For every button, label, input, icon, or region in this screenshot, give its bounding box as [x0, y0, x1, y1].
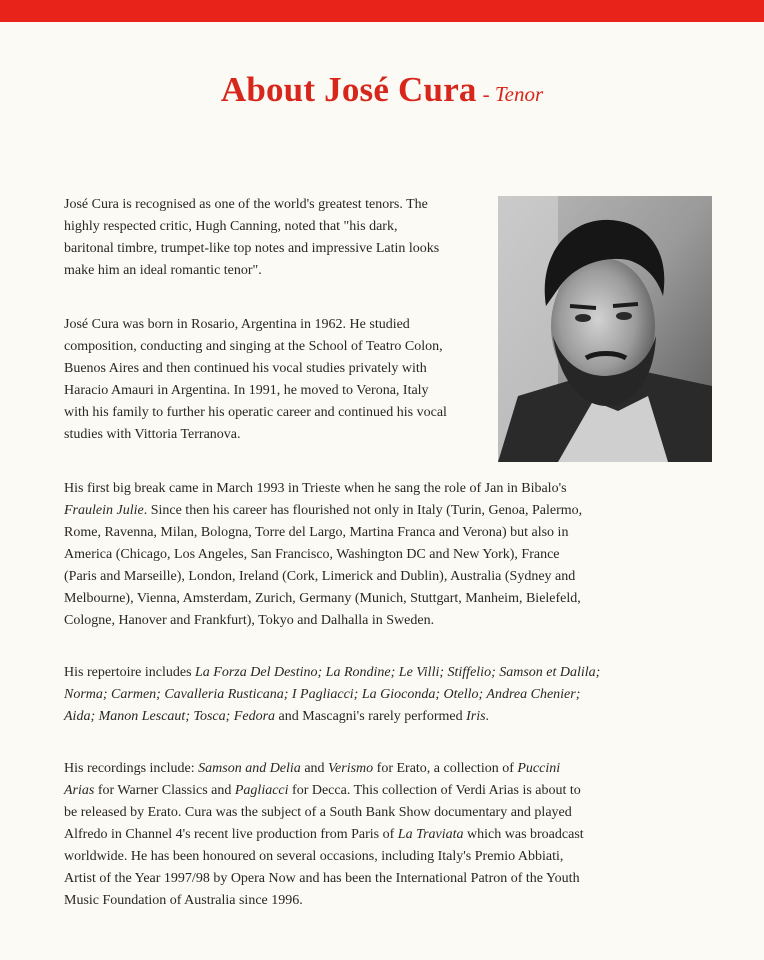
text-line: [64, 684, 644, 706]
text-run: worldwide. He has been honoured on several occasions, including Italy's Premio Abbiati,: [64, 849, 564, 864]
text-line: [64, 824, 644, 846]
text-run: His recordings include:: [64, 761, 199, 776]
italic-title: Norma; Carmen; Cavalleria Rusticana; I Pagliacci; La Gioconda; Otello; Andrea Chenier;: [64, 687, 581, 702]
text-run: .: [485, 709, 490, 724]
text-run: Haracio Amauri in Argentina. In 1991, he moved to Verona, Italy: [64, 383, 429, 398]
text-run: His repertoire includes: [64, 665, 196, 680]
text-run: Melbourne), Vienna, Amsterdam, Zurich, Germany (Munich, Stuttgart, Manheim, Bielefeld,: [64, 591, 581, 606]
text-run: José Cura was born in Rosario, Argentina in 1962. He studied: [64, 317, 410, 332]
italic-title: La Forza Del Destino; La Rondine; Le Villi; Stiffelio; Samson et Dalila;: [195, 665, 601, 680]
text-line: [64, 758, 644, 780]
text-line: [64, 868, 644, 890]
text-line: [64, 706, 644, 728]
top-red-bar: [0, 0, 764, 22]
text-line: [64, 314, 489, 336]
text-run: Cologne, Hanover and Frankfurt), Tokyo and Dalhalla in Sweden.: [64, 613, 435, 628]
text-line: [64, 610, 644, 632]
italic-title: Verismo: [328, 761, 374, 776]
text-line: [64, 588, 644, 610]
text-line: [64, 216, 484, 238]
text-run: José Cura is recognised as one of the world's greatest tenors. The: [64, 197, 428, 212]
text-run: baritonal timbre, trumpet-like top notes and impressive Latin looks: [64, 241, 440, 256]
text-run: be released by Erato. Cura was the subject of a South Bank Show documentary and played: [64, 805, 572, 820]
text-line: [64, 662, 644, 684]
text-line: [64, 358, 489, 380]
text-line: [64, 424, 489, 446]
text-run: for Warner Classics and: [94, 783, 235, 798]
paragraph-early-life: [64, 314, 489, 446]
portrait-photo-icon: [498, 196, 712, 462]
text-run: composition, conducting and singing at the School of Teatro Colon,: [64, 339, 443, 354]
paragraph-intro: [64, 194, 484, 282]
italic-title: Pagliacci: [234, 783, 289, 798]
text-run: with his family to further his operatic career and continued his vocal: [64, 405, 447, 420]
page-heading: [0, 70, 764, 110]
italic-title: La Traviata: [397, 827, 464, 842]
text-line: [64, 544, 644, 566]
text-run: make him an ideal romantic tenor".: [64, 263, 262, 278]
text-line: [64, 336, 489, 358]
portrait-photo: [498, 196, 712, 462]
text-run: highly respected critic, Hugh Canning, noted that "his dark,: [64, 219, 398, 234]
text-run: studies with Vittoria Terranova.: [64, 427, 241, 442]
paragraph-repertoire: [64, 662, 644, 728]
italic-title: Puccini: [517, 761, 561, 776]
text-line: [64, 380, 489, 402]
text-run: for Erato, a collection of: [373, 761, 518, 776]
text-line: [64, 238, 484, 260]
text-run: and Mascagni's rarely performed: [275, 709, 467, 724]
italic-title: Aida; Manon Lescaut; Tosca; Fedora: [64, 709, 276, 724]
text-line: [64, 846, 644, 868]
italic-title: Samson and Delia: [198, 761, 301, 776]
text-run: Artist of the Year 1997/98 by Opera Now and has been the International Patron of the Youth: [64, 871, 580, 886]
italic-title: Fraulein Julie: [64, 503, 144, 518]
page-title: About José Cura: [220, 70, 477, 109]
text-run: Music Foundation of Australia since 1996.: [64, 893, 303, 908]
italic-title: Arias: [64, 783, 95, 798]
paragraph-recordings: [64, 758, 644, 912]
text-line: [64, 780, 644, 802]
text-run: . Since then his career has flourished not only in Italy (Turin, Genoa, Palermo,: [143, 503, 583, 518]
text-run: for Decca. This collection of Verdi Arias is about to: [288, 783, 581, 798]
text-run: America (Chicago, Los Angeles, San Francisco, Washington DC and New York), France: [64, 547, 560, 562]
text-line: [64, 260, 484, 282]
page-subtitle: - Tenor: [482, 82, 544, 106]
text-line: [64, 802, 644, 824]
text-line: [64, 194, 484, 216]
text-run: which was broadcast: [463, 827, 584, 842]
text-run: His first big break came in March 1993 in Trieste when he sang the role of Jan in Bibalo's: [64, 481, 567, 496]
text-run: (Paris and Marseille), London, Ireland (Cork, Limerick and Dublin), Australia (Sydney and: [64, 569, 576, 584]
text-line: [64, 522, 644, 544]
text-run: Rome, Ravenna, Milan, Bologna, Torre del Largo, Martina Franca and Verona) but also in: [64, 525, 569, 540]
text-line: [64, 402, 489, 424]
text-line: [64, 890, 644, 912]
text-run: Buenos Aires and then continued his vocal studies privately with: [64, 361, 427, 376]
italic-title: Iris: [466, 709, 486, 724]
text-line: [64, 478, 644, 500]
text-line: [64, 566, 644, 588]
text-run: Alfredo in Channel 4's recent live production from Paris of: [64, 827, 398, 842]
text-run: and: [300, 761, 329, 776]
text-line: [64, 500, 644, 522]
paragraph-career: [64, 478, 644, 632]
